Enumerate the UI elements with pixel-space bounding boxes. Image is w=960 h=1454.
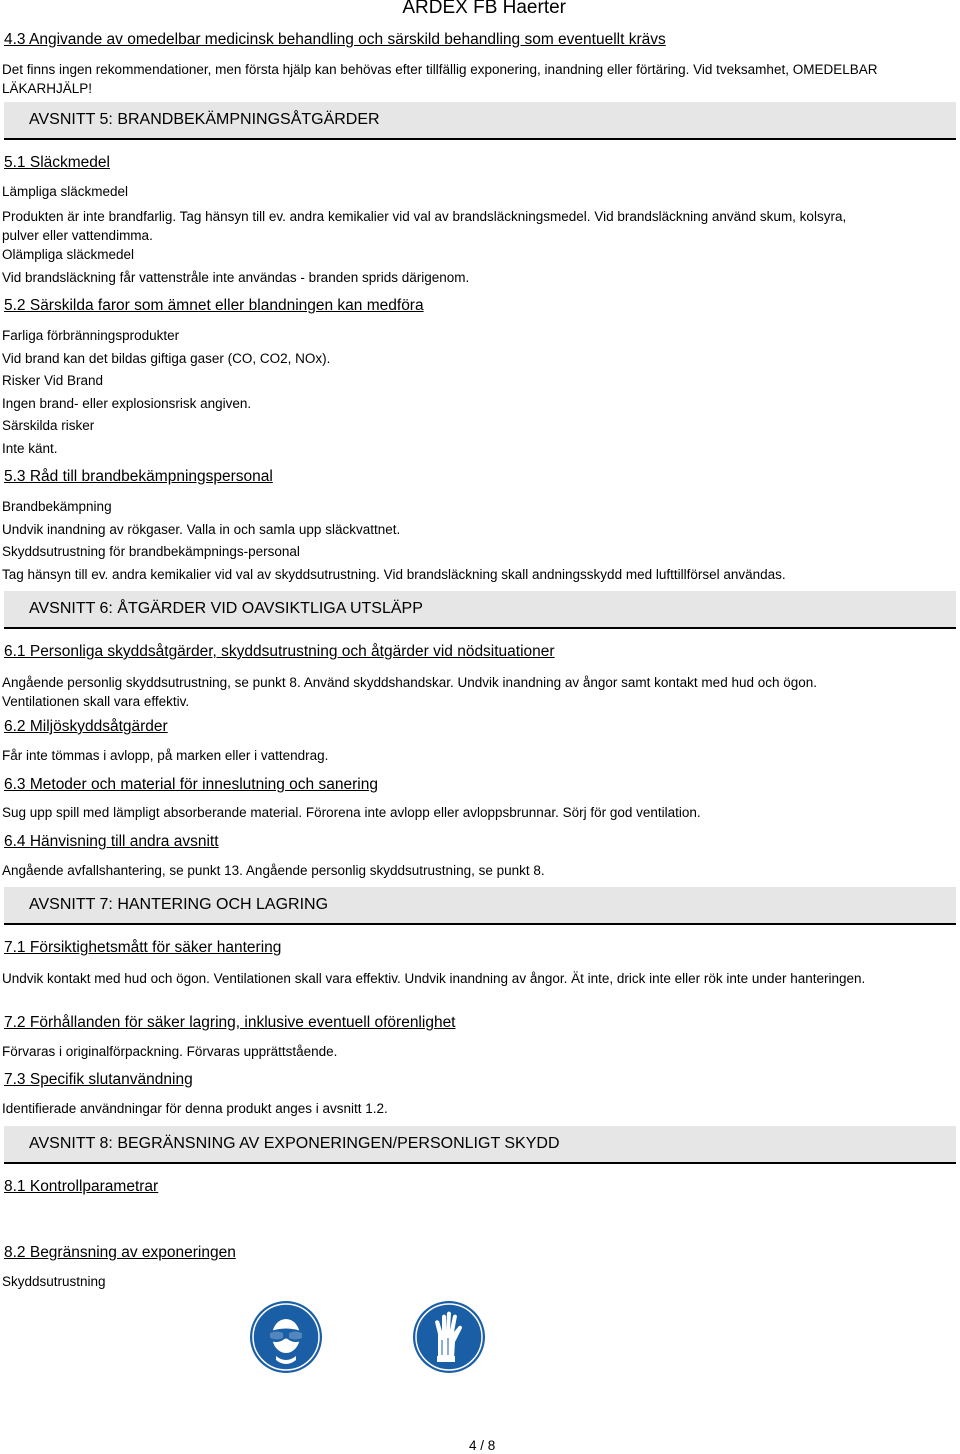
firefighting-label: Brandbekämpning xyxy=(2,499,112,514)
goggles-sign-icon xyxy=(249,1300,323,1374)
ppe-label: Skyddsutrustning xyxy=(2,1274,106,1289)
subsection-8-1-title: 8.1 Kontrollparametrar xyxy=(4,1178,159,1195)
combustion-products-text: Vid brand kan det bildas giftiga gaser (CO, CO2, NOx). xyxy=(2,351,331,366)
suitable-media-label: Lämpliga släckmedel xyxy=(2,184,129,199)
subsection-6-4-title: 6.4 Hänvisning till andra avsnitt xyxy=(4,833,219,850)
subsection-6-4-text: Angående avfallshantering, se punkt 13. Angående personlig skyddsutrustning, se punkt 8. xyxy=(2,863,545,878)
section-7-title: AVSNITT 7: HANTERING OCH LAGRING xyxy=(29,896,329,913)
subsection-4-3-title: 4.3 Angivande av omedelbar medicinsk behandling och särskild behandling som eventuellt krävs xyxy=(4,31,666,48)
subsection-5-2-title: 5.2 Särskilda faror som ämnet eller blandningen kan medföra xyxy=(4,297,424,314)
subsection-7-2-title: 7.2 Förhållanden för säker lagring, inklusive eventuell oförenlighet xyxy=(4,1014,456,1031)
subsection-7-3-text: Identifierade användningar för denna produkt anges i avsnitt 1.2. xyxy=(2,1101,388,1116)
fire-risk-text: Ingen brand- eller explosionsrisk angiven. xyxy=(2,396,252,411)
subsection-6-1-text: Angående personlig skyddsutrustning, se punkt 8. Använd skyddshandskar. Undvik inandning av ångor samt kontakt med hud och ögon. Ventilationen skall vara effektiv. xyxy=(2,675,818,709)
product-name: ARDEX FB Haerter xyxy=(402,0,566,18)
firefighter-ppe-label: Skyddsutrustning för brandbekämpnings-personal xyxy=(2,544,300,559)
unsuitable-media-text: Vid brandsläckning får vattenstråle inte användas - branden sprids därigenom. xyxy=(2,270,470,285)
section-7-banner xyxy=(4,887,956,925)
section-8-banner xyxy=(4,1126,956,1164)
section-6-title: AVSNITT 6: ÅTGÄRDER VID OAVSIKTLIGA UTSLÄPP xyxy=(29,600,423,617)
subsection-5-3-title: 5.3 Råd till brandbekämpningspersonal xyxy=(4,468,273,485)
firefighting-text: Undvik inandning av rökgaser. Valla in och samla upp släckvattnet. xyxy=(2,522,401,537)
section-6-banner xyxy=(4,591,956,629)
fire-risk-label: Risker Vid Brand xyxy=(2,373,104,388)
subsection-7-2-text: Förvaras i originalförpackning. Förvaras upprättstående. xyxy=(2,1044,338,1059)
subsection-6-2-text: Får inte tömmas i avlopp, på marken eller i vattendrag. xyxy=(2,748,329,763)
subsection-6-1-title: 6.1 Personliga skyddsåtgärder, skyddsutrustning och åtgärder vid nödsituationer xyxy=(4,643,555,660)
subsection-6-2-title: 6.2 Miljöskyddsåtgärder xyxy=(4,718,168,735)
section-8-title: AVSNITT 8: BEGRÄNSNING AV EXPONERINGEN/PERSONLIGT SKYDD xyxy=(29,1135,560,1152)
subsection-6-3-title: 6.3 Metoder och material för inneslutning och sanering xyxy=(4,776,378,793)
subsection-7-1-title: 7.1 Försiktighetsmått för säker hantering xyxy=(4,939,282,956)
subsection-4-3-text: Det finns ingen rekommendationer, men första hjälp kan behövas efter tillfällig exponering, inandning eller förtäring. Vid tveksamhet, OMEDELBAR LÄKARHJÄLP! xyxy=(2,62,878,96)
subsection-7-3-title: 7.3 Specifik slutanvändning xyxy=(4,1071,193,1088)
section-5-banner xyxy=(4,102,956,140)
unsuitable-media-label: Olämpliga släckmedel xyxy=(2,247,135,262)
firefighter-ppe-text: Tag hänsyn till ev. andra kemikalier vid val av skyddsutrustning. Vid brandsläckning skall andningsskydd med lufttillförsel användas. xyxy=(2,567,786,582)
gloves-sign-icon xyxy=(412,1300,486,1374)
subsection-8-2-title: 8.2 Begränsning av exponeringen xyxy=(4,1244,236,1261)
suitable-media-text: Produkten är inte brandfarlig. Tag hänsyn till ev. andra kemikalier vid val av brandsläckningsmedel. Vid brandsläckning använd skum, kolsyra, pulver eller vattendimma. xyxy=(2,209,847,243)
special-risks-label: Särskilda risker xyxy=(2,418,95,433)
subsection-6-3-text: Sug upp spill med lämpligt absorberande material. Förorena inte avlopp eller avloppsbrunnar. Sörj för god ventilation. xyxy=(2,805,701,820)
subsection-5-1-title: 5.1 Släckmedel xyxy=(4,154,110,171)
page-number: 4 / 8 xyxy=(469,1438,496,1453)
subsection-7-1-text: Undvik kontakt med hud och ögon. Ventilationen skall vara effektiv. Undvik inandning av ångor. Ät inte, drick inte eller rök inte under hanteringen. xyxy=(2,971,866,986)
section-5-title: AVSNITT 5: BRANDBEKÄMPNINGSÅTGÄRDER xyxy=(29,111,380,128)
combustion-products-label: Farliga förbränningsprodukter xyxy=(2,328,180,343)
special-risks-text: Inte känt. xyxy=(2,441,58,456)
